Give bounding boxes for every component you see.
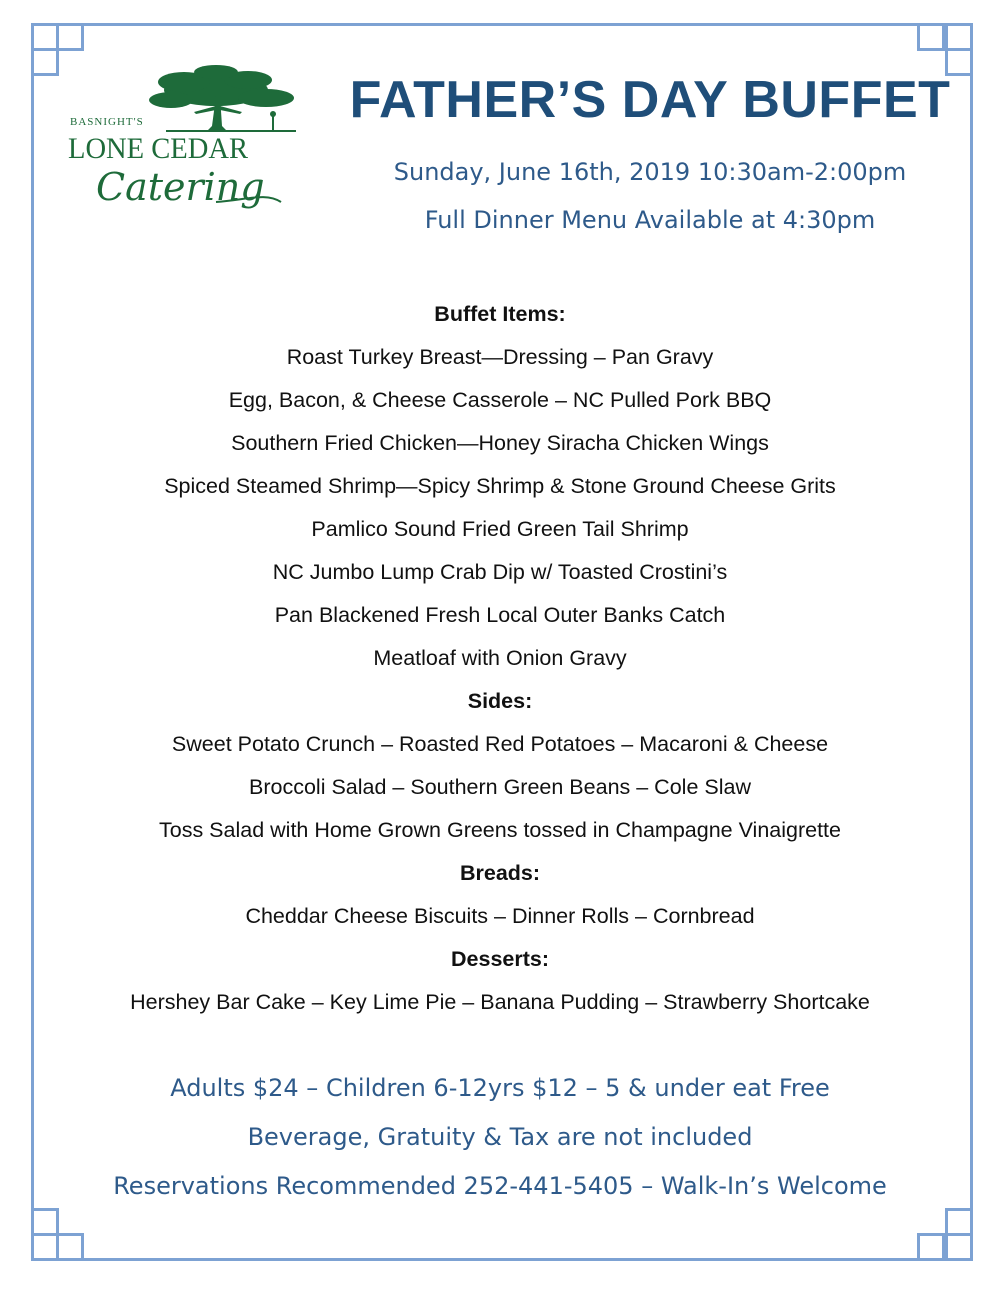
menu-item: Toss Salad with Home Grown Greens tossed in Champagne Vinaigrette [159, 818, 841, 842]
menu-item: Sweet Potato Crunch – Roasted Red Potatoes – Macaroni & Cheese [171, 732, 829, 756]
menu-item: Pan Blackened Fresh Local Outer Banks Catch [274, 603, 726, 627]
exclusions-note: Beverage, Gratuity & Tax are not included [247, 1123, 753, 1151]
cedar-tree-icon [66, 60, 306, 220]
menu-item: Hershey Bar Cake – Key Lime Pie – Banana Pudding – Strawberry Shortcake [130, 990, 870, 1014]
lone-cedar-catering-logo [66, 60, 306, 220]
page-title: FATHER’S DAY BUFFET [349, 71, 951, 129]
menu-item: Roast Turkey Breast—Dressing – Pan Gravy [286, 345, 714, 369]
menu-list [60, 298, 940, 1029]
menu-item: Broccoli Salad – Southern Green Beans – Cole Slaw [249, 775, 751, 799]
svg-text:Catering: Catering [96, 165, 265, 209]
menu-item: Spiced Steamed Shrimp—Spicy Shrimp & Stone Ground Cheese Grits [164, 474, 836, 498]
menu-item: NC Jumbo Lump Crab Dip w/ Toasted Crostini’s [272, 560, 728, 584]
corner-ornament-bottom-left [31, 1205, 87, 1261]
svg-text:BASNIGHT'S: BASNIGHT'S [70, 116, 144, 128]
corner-ornament-bottom-right [917, 1205, 973, 1261]
event-date-line: Sunday, June 16th, 2019 10:30am-2:00pm [393, 158, 907, 186]
desserts-heading: Desserts: [451, 947, 549, 971]
menu-item: Pamlico Sound Fried Green Tail Shrimp [311, 517, 689, 541]
dinner-menu-line: Full Dinner Menu Available at 4:30pm [424, 206, 876, 234]
menu-item: Meatloaf with Onion Gravy [373, 646, 627, 670]
buffet-items-heading: Buffet Items: [434, 302, 566, 326]
menu-item: Cheddar Cheese Biscuits – Dinner Rolls – Cornbread [245, 904, 755, 928]
svg-text:LONE CEDAR: LONE CEDAR [68, 132, 248, 165]
sides-heading: Sides: [467, 689, 533, 713]
menu-item: Southern Fried Chicken—Honey Siracha Chicken Wings [231, 431, 769, 455]
breads-heading: Breads: [459, 861, 541, 885]
reservations-line: Reservations Recommended 252-441-5405 – Walk-In’s Welcome [113, 1172, 887, 1200]
menu-item: Egg, Bacon, & Cheese Casserole – NC Pulled Pork BBQ [228, 388, 772, 412]
pricing-line: Adults $24 – Children 6-12yrs $12 – 5 & under eat Free [170, 1074, 830, 1102]
